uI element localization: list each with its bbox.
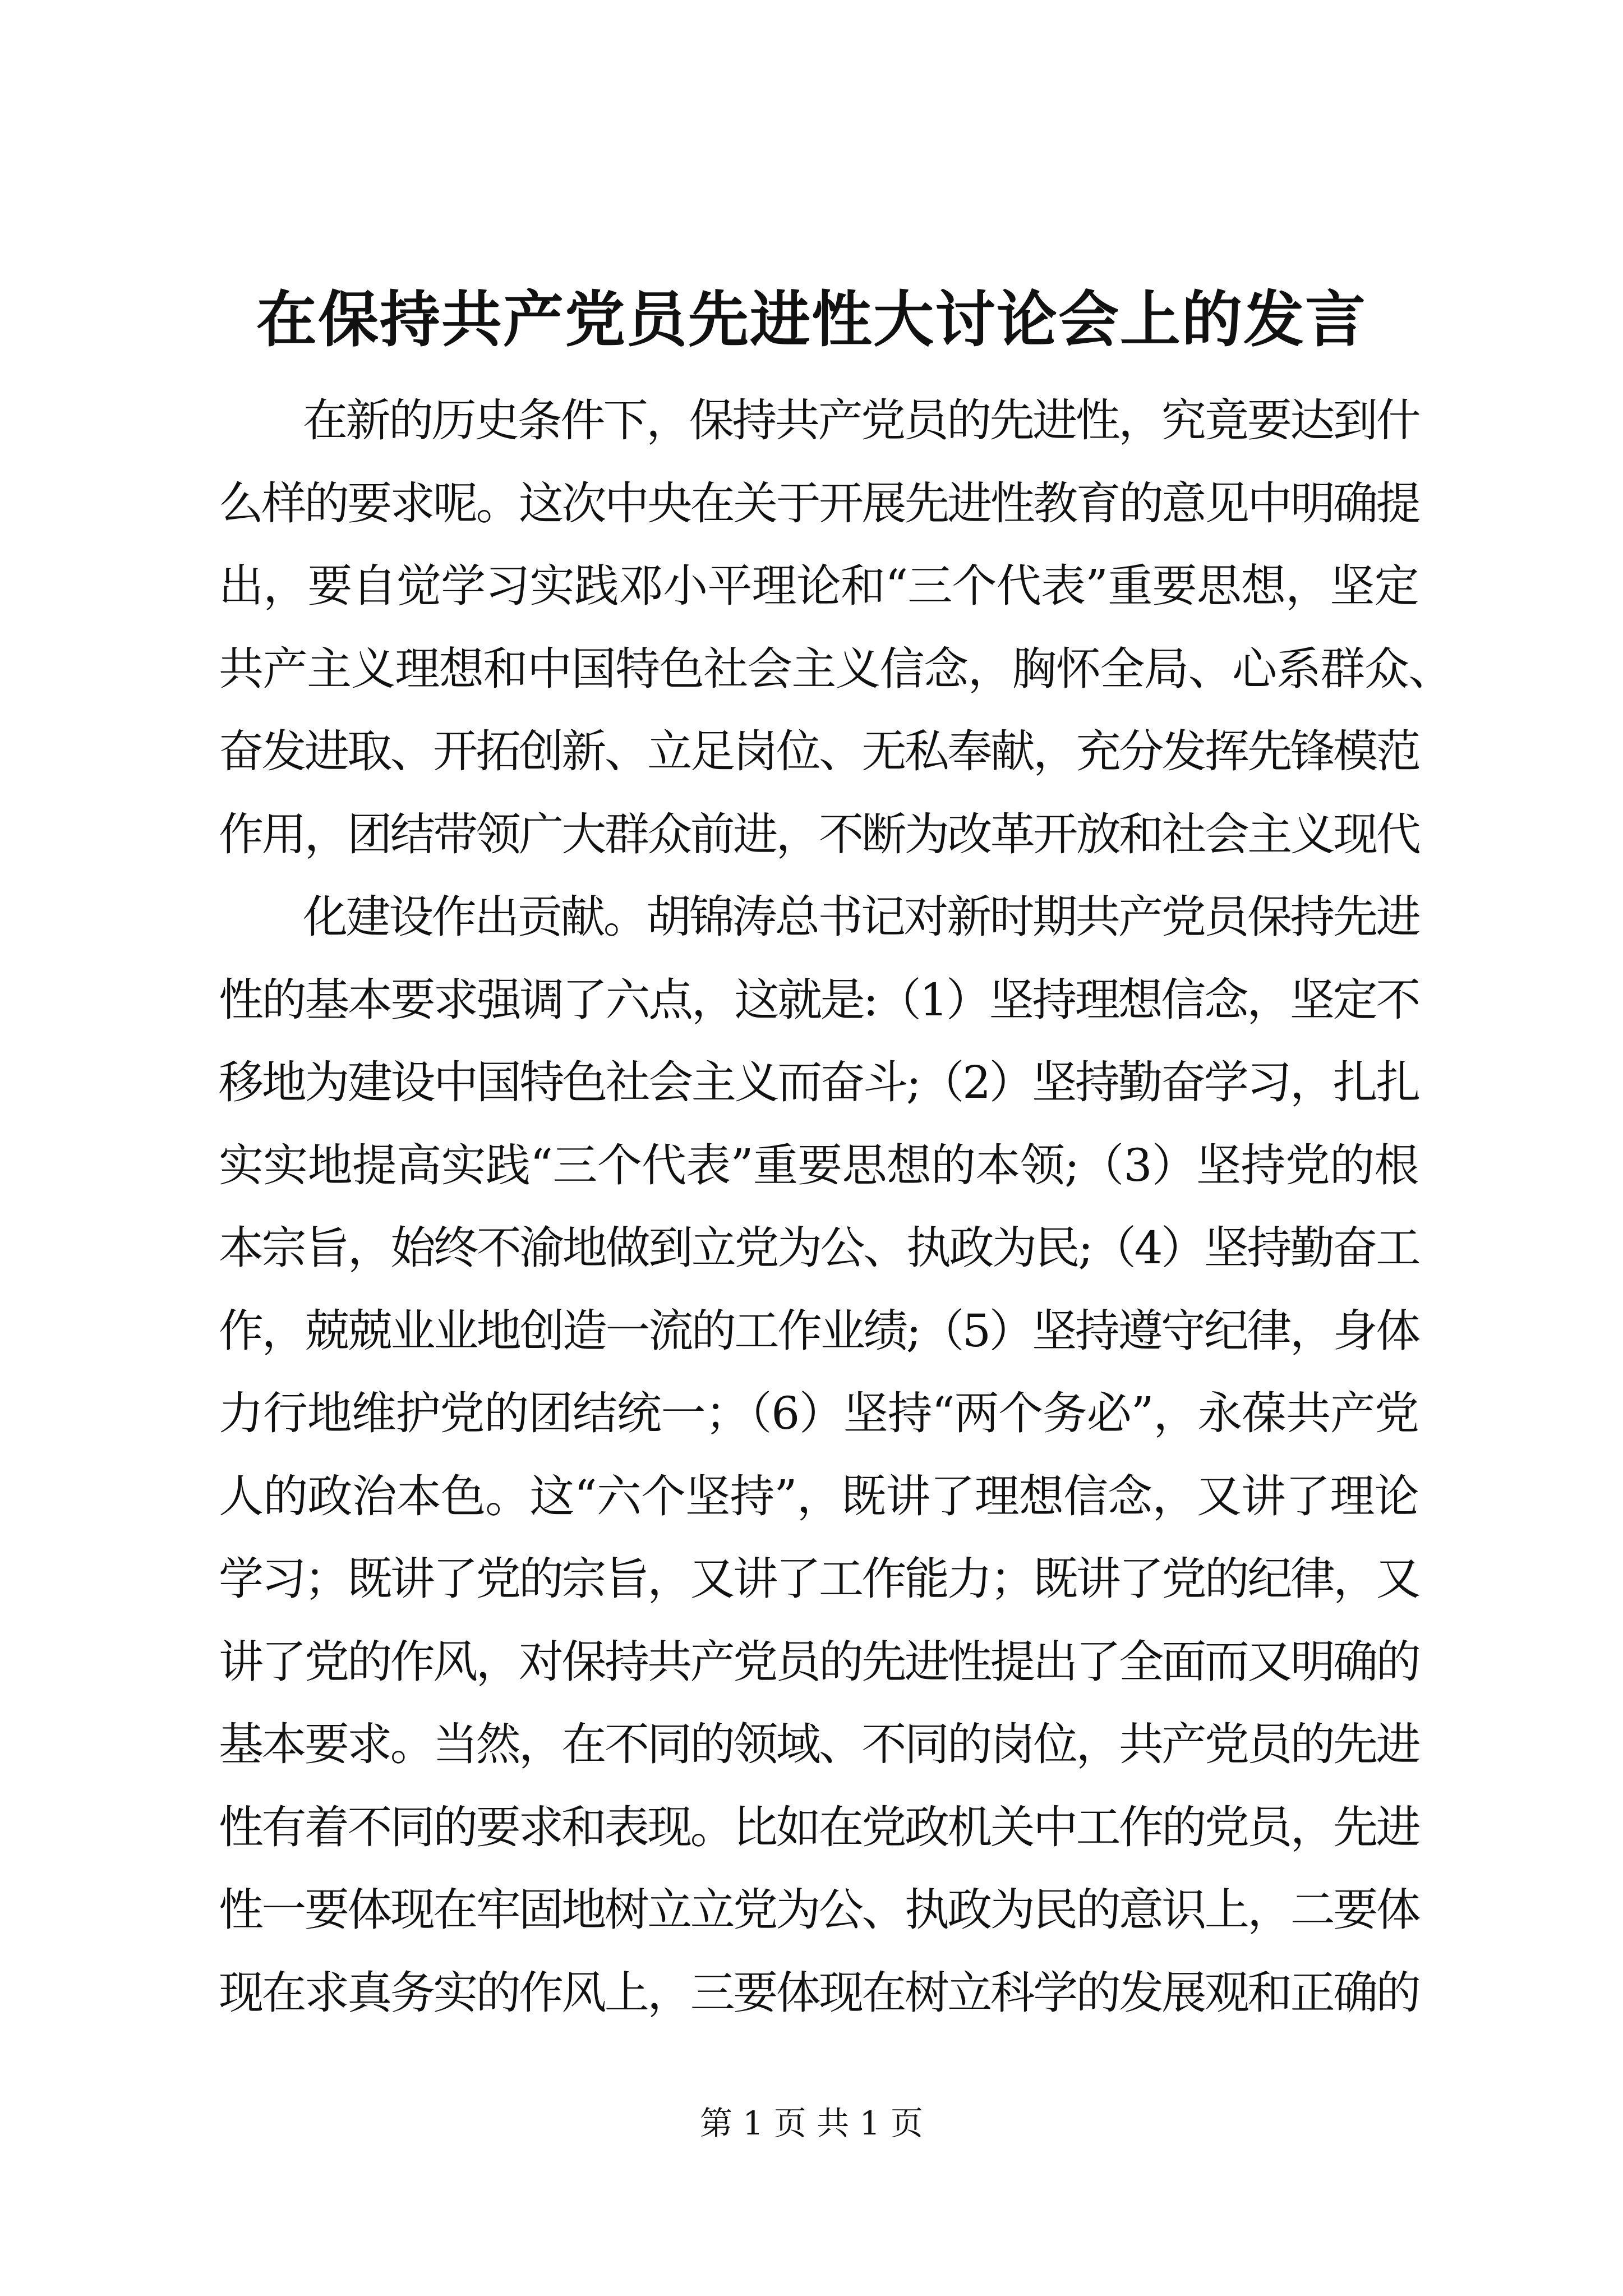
body-line: 作，兢兢业业地创造一流的工作业绩;（5）坚持遵守纪律，身体 [219,1305,1419,1357]
body-line: 出，要自觉学习实践邓小平理论和“三个代表”重要思想，坚定 [219,560,1419,612]
body-line: 人的政治本色。这“六个坚持”，既讲了理想信念，又讲了理论 [219,1470,1419,1522]
body-line: 奋发进取、开拓创新、立足岗位、无私奉献，充分发挥先锋模范 [219,725,1419,777]
document-title: 在保持共产党员先进性大讨论会上的发言 [256,284,1367,355]
body-line: 性有着不同的要求和表现。比如在党政机关中工作的党员，先进 [219,1801,1419,1853]
body-line: 共产主义理想和中国特色社会主义信念，胸怀全局、心系群众、 [219,643,1453,695]
body-line: 实实地提高实践“三个代表”重要思想的本领;（3）坚持党的根 [219,1139,1419,1191]
body-line: 在新的历史条件下，保持共产党员的先进性，究竟要达到什 [303,394,1419,447]
body-line: 本宗旨，始终不渝地做到立党为公、执政为民;（4）坚持勤奋工 [219,1222,1419,1274]
body-line: 化建设作出贡献。胡锦涛总书记对新时期共产党员保持先进 [303,891,1419,943]
body-line: 讲了党的作风，对保持共产党员的先进性提出了全面而又明确的 [219,1636,1419,1688]
body-line: 性的基本要求强调了六点，这就是:（1）坚持理想信念，坚定不 [219,974,1419,1026]
body-line: 移地为建设中国特色社会主义而奋斗;（2）坚持勤奋学习，扎扎 [219,1056,1419,1108]
body-line: 学习；既讲了党的宗旨，又讲了工作能力；既讲了党的纪律，又 [219,1553,1419,1605]
body-line: 么样的要求呢。这次中央在关于开展先进性教育的意见中明确提 [219,477,1419,530]
body-line: 作用，团结带领广大群众前进，不断为改革开放和社会主义现代 [219,808,1419,861]
body-line: 性一要体现在牢固地树立立党为公、执政为民的意识上，二要体 [219,1884,1419,1936]
body-line: 力行地维护党的团结统一；（6）坚持“两个务必”，永葆共产党 [219,1387,1419,1439]
body-line: 基本要求。当然，在不同的领域、不同的岗位，共产党员的先进 [219,1718,1419,1770]
page-footer: 第 1 页 共 1 页 [700,2104,923,2142]
body-line: 现在求真务实的作风上，三要体现在树立科学的发展观和正确的 [219,1967,1419,2019]
